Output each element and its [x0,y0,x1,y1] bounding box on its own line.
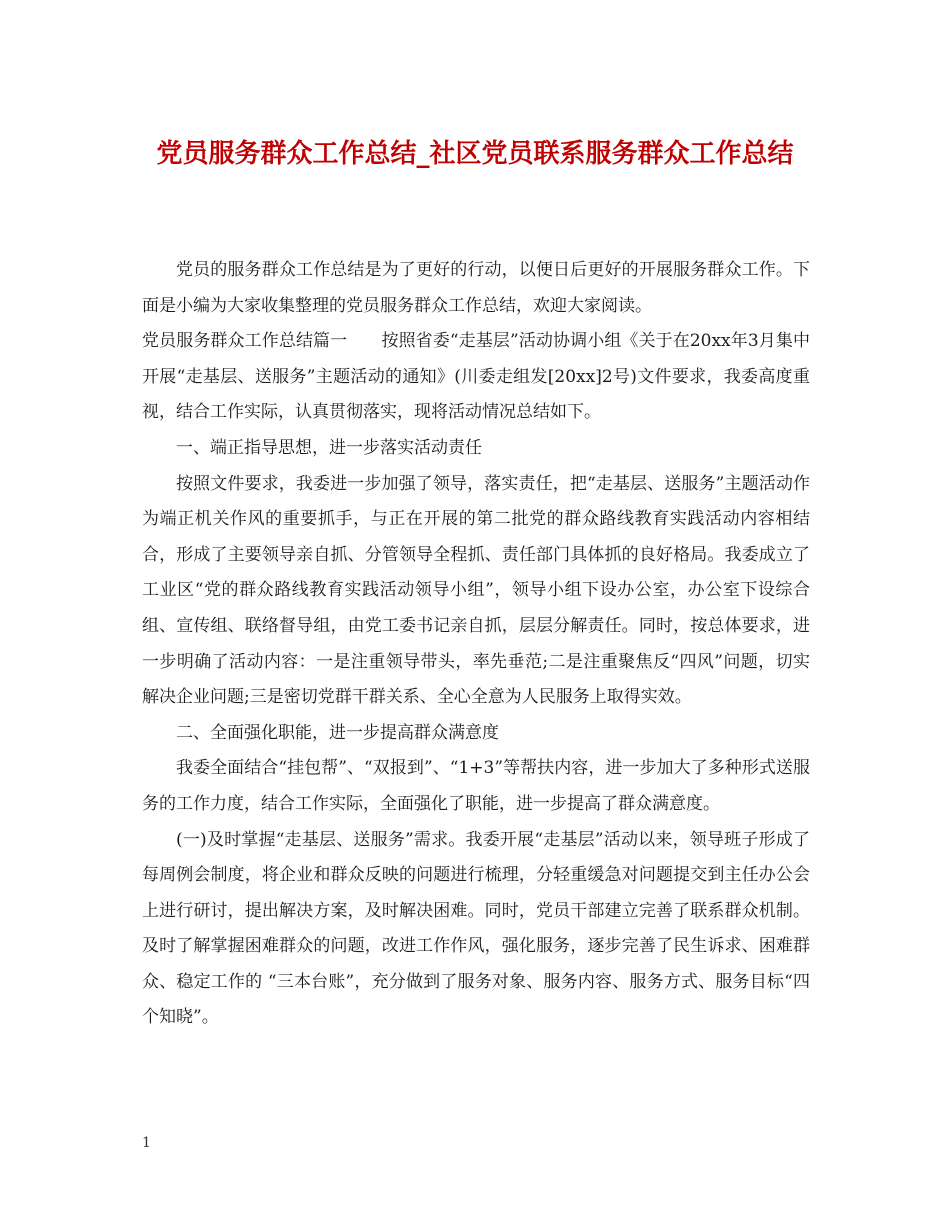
intro-paragraph: 党员的服务群众工作总结是为了更好的行动，以便日后更好的开展服务群众工作。下面是小编为大家收集整理的党员服务群众工作总结，欢迎大家阅读。 [142,260,810,316]
article-paragraph: 按照文件要求，我委进一步加强了领导，落实责任，把“走基层、送服务”主题活动作为端正机关作风的重要抓手，与正在开展的第二批党的群众路线教育实践活动内容相结合，形成了主要领导亲自抓、分管领导全程抓、责任部门具体抓的良好格局。我委成立了工业区“党的群众路线教育实践活动领导小组”，领导小组下设办公室，办公室下设综合组、宣传组、联络督导组，由党工委书记亲自抓，层层分解责任。同时，按总体要求，进一步明确了活动内容：一是注重领导带头，率先垂范;二是注重聚焦反“四风”问题，切实解决企业问题;三是密切党群干群关系、全心全意为人民服务上取得实效。 [142,473,810,708]
page-number: 1 [142,1135,151,1151]
section-heading: 一、端正指导思想，进一步落实活动责任 [176,437,482,458]
article-paragraph: (一)及时掌握“走基层、送服务”需求。我委开展“走基层”活动以来，领导班子形成了每周例会制度，将企业和群众反映的问题进行梳理，分轻重缓急对问题提交到主任办公会上进行研讨，提出解决方案，及时解决困难。同时，党员干部建立完善了联系群众机制。及时了解掌握困难群众的问题，改进工作作风，强化服务，逐步完善了民生诉求、困难群众、稳定工作的 “三本台账”，充分做到了服务对象、服务内容、服务方式、服务目标“四个知晓”。 [142,829,810,1028]
section-heading: 二、全面强化职能，进一步提高群众满意度 [176,722,499,743]
article-paragraph: 党员服务群众工作总结篇一 按照省委“走基层”活动协调小组《关于在20xx年3月集中开展“走基层、送服务”主题活动的通知》(川委走组发[20xx]2号)文件要求，我委高度重视，结合工作实际，认真贯彻落实，现将活动情况总结如下。 [142,331,810,423]
article-paragraph: 我委全面结合“挂包帮”、“双报到”、“1+3”等帮扶内容，进一步加大了多种形式送服务的工作力度，结合工作实际，全面强化了职能，进一步提高了群众满意度。 [142,758,810,814]
document-body [142,253,810,1036]
document-title: 党员服务群众工作总结_社区党员联系服务群众工作总结 [156,139,794,169]
